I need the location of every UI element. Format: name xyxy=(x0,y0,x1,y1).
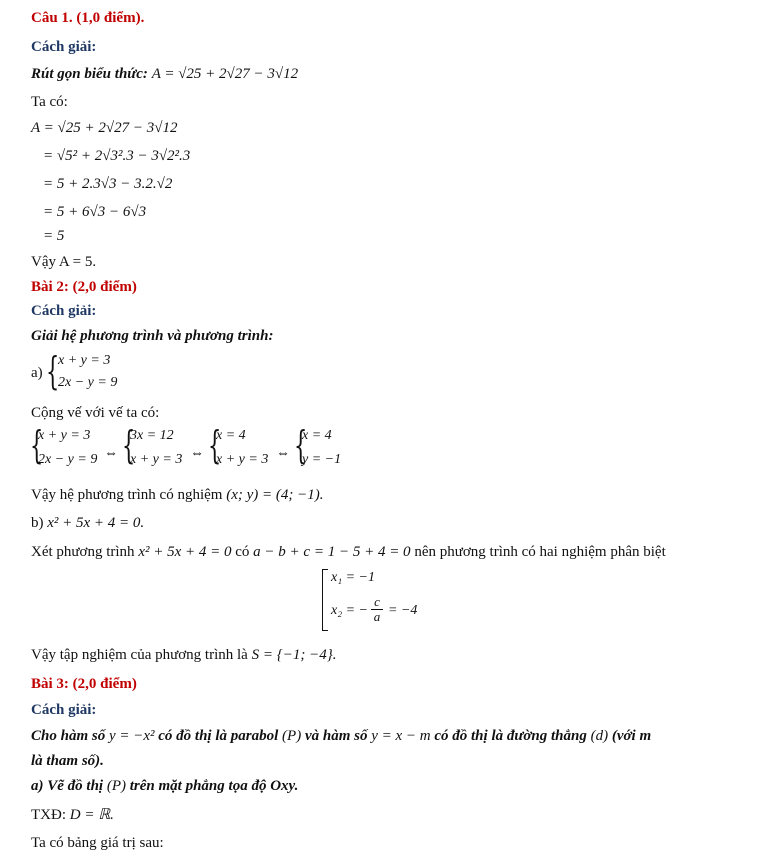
q2-part-b-label: b) xyxy=(31,515,44,531)
q1-intro: Ta có: xyxy=(31,94,68,110)
q2-root-2-rhs: = −4 xyxy=(388,603,418,618)
q2-title: Bài 2: (2,0 điểm) xyxy=(31,279,137,295)
q2-solution-b xyxy=(31,646,336,664)
q2-chain-3-eq1: x = 4 xyxy=(216,428,246,443)
q2-chain-4-eq2: y = −1 xyxy=(302,452,342,467)
q2-consider-text-3: nên phương trình có hai nghiệm phân biệt xyxy=(414,544,666,560)
q2-chain-brace-1: { xyxy=(30,423,44,467)
q3-domain-label: TXĐ: xyxy=(31,807,66,823)
q2-root-1: x₁ = −1 xyxy=(331,570,375,585)
q2-add-text: Cộng vế với vế ta có: xyxy=(31,405,160,421)
q2-consider-text-2: có xyxy=(235,544,250,560)
q2-task: Giải hệ phương trình và phương trình: xyxy=(31,328,274,344)
q2-chain-1-eq1: x + y = 3 xyxy=(38,428,91,443)
q2-roots-bracket xyxy=(322,569,328,631)
q1-step-3: = 5 + 2.3√3 − 3.2.√2 xyxy=(43,176,173,192)
q1-task-expr: A = √25 + 2√27 − 3√12 xyxy=(151,66,299,82)
q2-root-2-numerator: c xyxy=(371,595,383,610)
q1-method-heading: Cách giải: xyxy=(31,39,97,55)
q2-chain-brace-4: { xyxy=(294,423,308,467)
q3-task-text-a: Cho hàm số xyxy=(31,728,106,744)
q3-task-p: (P) xyxy=(282,728,302,744)
q2-chain-1-eq2: 2x − y = 9 xyxy=(38,452,98,467)
q1-title: Câu 1. (1,0 điểm). xyxy=(31,10,145,26)
q3-task-text-d: có đồ thị là đường thẳng xyxy=(434,728,587,744)
q3-part-a xyxy=(31,777,298,795)
q3-table-intro: Ta có bảng giá trị sau: xyxy=(31,835,164,851)
q2-part-b xyxy=(31,514,144,532)
q3-task-f2: y = x − m xyxy=(371,728,431,744)
q2-part-a-label: a) xyxy=(31,365,43,381)
q3-task-line-1 xyxy=(31,727,651,745)
q1-step-2: = √5² + 2√3².3 − 3√2².3 xyxy=(43,148,191,164)
q2-chain-4-eq1: x = 4 xyxy=(302,428,332,443)
q2-chain-brace-2: { xyxy=(122,423,136,467)
q2-consider xyxy=(31,543,666,561)
q2-chain-brace-3: { xyxy=(208,423,222,467)
q2-sys-a-eq1: x + y = 3 xyxy=(58,353,111,368)
q3-domain xyxy=(31,806,114,824)
q3-task-text-e: (với m xyxy=(611,728,652,744)
q2-equiv-1: ⇔ xyxy=(104,446,118,461)
q3-task-line-2: là tham số). xyxy=(31,753,104,769)
q2-consider-text-1: Xét phương trình xyxy=(31,544,135,560)
q2-solution-a xyxy=(31,486,323,504)
q1-step-5: = 5 xyxy=(43,228,65,244)
q1-conclusion: Vậy A = 5. xyxy=(31,254,97,270)
q3-part-a-p: (P) xyxy=(106,778,126,794)
q2-solution-b-expr: S = {−1; −4}. xyxy=(251,647,337,663)
q1-step-1: A = √25 + 2√27 − 3√12 xyxy=(31,120,178,136)
q2-part-b-eq: x² + 5x + 4 = 0. xyxy=(47,515,145,531)
q2-consider-cond: a − b + c = 1 − 5 + 4 = 0 xyxy=(253,544,411,560)
q2-root-2-fraction xyxy=(371,595,383,624)
q3-task-text-b: có đồ thị là parabol xyxy=(158,728,279,744)
q3-task-d: (d) xyxy=(590,728,609,744)
q2-chain-2-eq2: x + y = 3 xyxy=(130,452,183,467)
q2-chain-3-eq2: x + y = 3 xyxy=(216,452,269,467)
q1-step-4: = 5 + 6√3 − 6√3 xyxy=(43,204,147,220)
q2-root-2-lhs: x₂ = − xyxy=(331,603,368,618)
q3-task-f1: y = −x² xyxy=(108,728,155,744)
q3-domain-expr: D = ℝ. xyxy=(69,807,114,823)
q3-part-a-text-left: a) Vẽ đồ thị xyxy=(31,778,104,794)
q1-task-label: Rút gọn biểu thức: xyxy=(31,66,148,82)
q3-method-heading: Cách giải: xyxy=(31,702,97,718)
q3-title: Bài 3: (2,0 điểm) xyxy=(31,676,137,692)
q2-solution-a-expr: (x; y) = (4; −1). xyxy=(226,487,324,503)
q2-sys-a-brace: { xyxy=(46,349,60,393)
q2-equiv-3: ⇔ xyxy=(276,446,290,461)
q3-part-a-text-right: trên mặt phẳng tọa độ Oxy. xyxy=(129,778,299,794)
q2-root-2-denominator: a xyxy=(373,609,381,624)
q2-method-heading: Cách giải: xyxy=(31,303,97,319)
q2-solution-b-text: Vậy tập nghiệm của phương trình là xyxy=(31,647,248,663)
q3-task-text-c: và hàm số xyxy=(304,728,368,744)
q2-solution-a-text: Vậy hệ phương trình có nghiệm xyxy=(31,487,223,503)
q2-sys-a-eq2: 2x − y = 9 xyxy=(58,375,118,390)
q2-consider-eq: x² + 5x + 4 = 0 xyxy=(138,544,232,560)
q2-equiv-2: ⇔ xyxy=(190,446,204,461)
q2-chain-2-eq1: 3x = 12 xyxy=(130,428,174,443)
q1-task xyxy=(31,65,298,83)
